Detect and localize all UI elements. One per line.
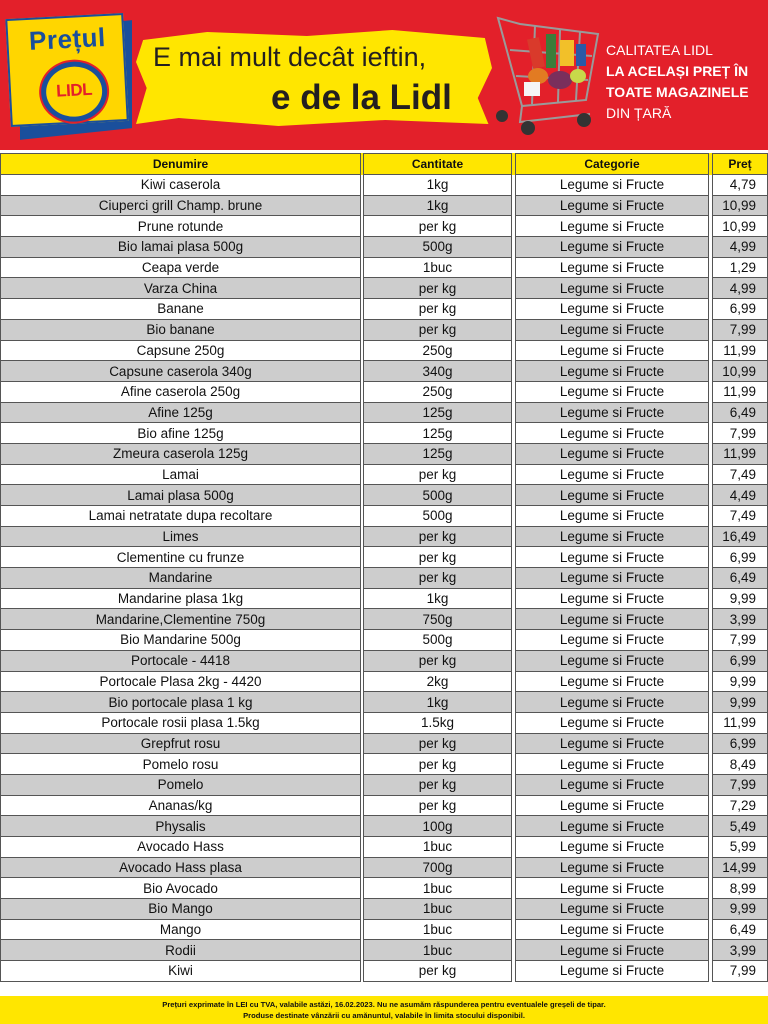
- table-row: [0, 444, 768, 465]
- price-cell: 3,99: [712, 940, 768, 961]
- category-cell: Legume si Fructe: [515, 258, 709, 279]
- table-row: [0, 320, 768, 341]
- product-name-cell: Avocado Hass: [0, 837, 361, 858]
- table-row: [0, 237, 768, 258]
- table-row: [0, 609, 768, 630]
- table-row: [0, 506, 768, 527]
- price-cell: 16,49: [712, 527, 768, 548]
- tagline: [606, 40, 764, 124]
- category-cell: Legume si Fructe: [515, 940, 709, 961]
- price-cell: 4,99: [712, 237, 768, 258]
- price-cell: 6,49: [712, 568, 768, 589]
- category-cell: Legume si Fructe: [515, 630, 709, 651]
- price-cell: 6,49: [712, 403, 768, 424]
- header-banner: [0, 0, 768, 150]
- table-row: [0, 382, 768, 403]
- category-cell: Legume si Fructe: [515, 651, 709, 672]
- quantity-cell: per kg: [363, 754, 512, 775]
- price-cell: 11,99: [712, 382, 768, 403]
- quantity-cell: 1kg: [363, 692, 512, 713]
- product-name-cell: Kiwi caserola: [0, 175, 361, 196]
- product-name-cell: Clementine cu frunze: [0, 547, 361, 568]
- table-row: [0, 175, 768, 196]
- quantity-cell: per kg: [363, 299, 512, 320]
- shopping-cart-icon: [480, 10, 610, 145]
- quantity-cell: per kg: [363, 961, 512, 982]
- quantity-cell: 1.5kg: [363, 713, 512, 734]
- table-row: [0, 672, 768, 693]
- product-name-cell: Ciuperci grill Champ. brune: [0, 196, 361, 217]
- price-cell: 10,99: [712, 196, 768, 217]
- product-name-cell: Physalis: [0, 816, 361, 837]
- price-cell: 10,99: [712, 361, 768, 382]
- table-row: [0, 568, 768, 589]
- category-cell: Legume si Fructe: [515, 465, 709, 486]
- quantity-cell: 500g: [363, 485, 512, 506]
- quantity-cell: 125g: [363, 403, 512, 424]
- price-cell: 4,79: [712, 175, 768, 196]
- category-cell: Legume si Fructe: [515, 278, 709, 299]
- table-row: [0, 341, 768, 362]
- product-name-cell: Mandarine plasa 1kg: [0, 589, 361, 610]
- quantity-cell: 500g: [363, 237, 512, 258]
- price-cell: 8,49: [712, 754, 768, 775]
- table-row: [0, 796, 768, 817]
- price-cell: 7,29: [712, 796, 768, 817]
- product-name-cell: Mandarine: [0, 568, 361, 589]
- category-cell: Legume si Fructe: [515, 961, 709, 982]
- table-row: [0, 899, 768, 920]
- category-cell: Legume si Fructe: [515, 713, 709, 734]
- price-cell: 4,99: [712, 278, 768, 299]
- quantity-cell: 125g: [363, 423, 512, 444]
- table-row: [0, 878, 768, 899]
- price-cell: 6,99: [712, 734, 768, 755]
- product-name-cell: Ceapa verde: [0, 258, 361, 279]
- table-row: [0, 940, 768, 961]
- footer-disclaimer: [0, 996, 768, 1024]
- quantity-cell: per kg: [363, 734, 512, 755]
- category-cell: Legume si Fructe: [515, 692, 709, 713]
- table-row: [0, 754, 768, 775]
- category-cell: Legume si Fructe: [515, 609, 709, 630]
- price-cell: 4,49: [712, 485, 768, 506]
- price-cell: 6,99: [712, 547, 768, 568]
- price-cell: 11,99: [712, 444, 768, 465]
- column-header-categorie: Categorie: [515, 153, 709, 175]
- category-cell: Legume si Fructe: [515, 320, 709, 341]
- product-name-cell: Afine caserola 250g: [0, 382, 361, 403]
- product-name-cell: Bio Mandarine 500g: [0, 630, 361, 651]
- pretul-lidl-logo: [8, 16, 133, 134]
- price-cell: 5,49: [712, 816, 768, 837]
- product-name-cell: Mango: [0, 920, 361, 941]
- tagline-line-4: DIN ȚARĂ: [606, 105, 672, 121]
- quantity-cell: 500g: [363, 506, 512, 527]
- product-name-cell: Bio Avocado: [0, 878, 361, 899]
- price-cell: 3,99: [712, 609, 768, 630]
- footer-line-2: Produse destinate vânzării cu amănuntul, valabile în limita stocului disponibil.: [243, 1011, 525, 1020]
- product-name-cell: Pomelo: [0, 775, 361, 796]
- table-row: [0, 361, 768, 382]
- price-cell: 8,99: [712, 878, 768, 899]
- quantity-cell: 750g: [363, 609, 512, 630]
- product-name-cell: Lamai netratate dupa recoltare: [0, 506, 361, 527]
- product-name-cell: Bio lamai plasa 500g: [0, 237, 361, 258]
- quantity-cell: 1buc: [363, 258, 512, 279]
- product-name-cell: Zmeura caserola 125g: [0, 444, 361, 465]
- price-cell: 7,49: [712, 465, 768, 486]
- table-row: [0, 692, 768, 713]
- category-cell: Legume si Fructe: [515, 403, 709, 424]
- category-cell: Legume si Fructe: [515, 796, 709, 817]
- slogan-line-2: e de la Lidl: [271, 78, 452, 117]
- product-name-cell: Varza China: [0, 278, 361, 299]
- quantity-cell: 1kg: [363, 196, 512, 217]
- category-cell: Legume si Fructe: [515, 175, 709, 196]
- quantity-cell: 1buc: [363, 837, 512, 858]
- quantity-cell: 1kg: [363, 589, 512, 610]
- column-header-pret: Preț: [712, 153, 768, 175]
- product-name-cell: Bio afine 125g: [0, 423, 361, 444]
- price-cell: 11,99: [712, 341, 768, 362]
- product-name-cell: Capsune caserola 340g: [0, 361, 361, 382]
- category-cell: Legume si Fructe: [515, 547, 709, 568]
- slogan-line-1: E mai mult decât ieftin,: [153, 42, 427, 72]
- category-cell: Legume si Fructe: [515, 878, 709, 899]
- quantity-cell: 500g: [363, 630, 512, 651]
- quantity-cell: per kg: [363, 527, 512, 548]
- category-cell: Legume si Fructe: [515, 485, 709, 506]
- quantity-cell: per kg: [363, 775, 512, 796]
- category-cell: Legume si Fructe: [515, 920, 709, 941]
- product-name-cell: Bio portocale plasa 1 kg: [0, 692, 361, 713]
- price-cell: 7,99: [712, 320, 768, 341]
- product-name-cell: Limes: [0, 527, 361, 548]
- category-cell: Legume si Fructe: [515, 899, 709, 920]
- category-cell: Legume si Fructe: [515, 858, 709, 879]
- table-row: [0, 837, 768, 858]
- quantity-cell: per kg: [363, 651, 512, 672]
- product-name-cell: Portocale Plasa 2kg - 4420: [0, 672, 361, 693]
- product-name-cell: Mandarine,Clementine 750g: [0, 609, 361, 630]
- table-row: [0, 258, 768, 279]
- price-cell: 9,99: [712, 672, 768, 693]
- category-cell: Legume si Fructe: [515, 506, 709, 527]
- quantity-cell: 1buc: [363, 878, 512, 899]
- category-cell: Legume si Fructe: [515, 341, 709, 362]
- quantity-cell: per kg: [363, 216, 512, 237]
- product-name-cell: Portocale - 4418: [0, 651, 361, 672]
- table-row: [0, 403, 768, 424]
- table-row: [0, 589, 768, 610]
- product-name-cell: Prune rotunde: [0, 216, 361, 237]
- table-row: [0, 713, 768, 734]
- table-row: [0, 216, 768, 237]
- price-cell: 7,49: [712, 506, 768, 527]
- quantity-cell: per kg: [363, 465, 512, 486]
- product-name-cell: Kiwi: [0, 961, 361, 982]
- table-row: [0, 278, 768, 299]
- category-cell: Legume si Fructe: [515, 361, 709, 382]
- category-cell: Legume si Fructe: [515, 734, 709, 755]
- product-name-cell: Lamai: [0, 465, 361, 486]
- product-name-cell: Avocado Hass plasa: [0, 858, 361, 879]
- price-cell: 5,99: [712, 837, 768, 858]
- tagline-line-2: LA ACELAȘI PREȚ ÎN: [606, 63, 749, 79]
- category-cell: Legume si Fructe: [515, 837, 709, 858]
- quantity-cell: per kg: [363, 568, 512, 589]
- price-cell: 7,99: [712, 423, 768, 444]
- table-row: [0, 630, 768, 651]
- category-cell: Legume si Fructe: [515, 754, 709, 775]
- quantity-cell: 1buc: [363, 920, 512, 941]
- product-name-cell: Grepfrut rosu: [0, 734, 361, 755]
- quantity-cell: per kg: [363, 320, 512, 341]
- tagline-line-1: CALITATEA LIDL: [606, 42, 713, 58]
- table-row: [0, 920, 768, 941]
- category-cell: Legume si Fructe: [515, 299, 709, 320]
- category-cell: Legume si Fructe: [515, 196, 709, 217]
- quantity-cell: 250g: [363, 382, 512, 403]
- quantity-cell: 125g: [363, 444, 512, 465]
- table-row: [0, 485, 768, 506]
- quantity-cell: 1kg: [363, 175, 512, 196]
- lidl-logo: [38, 58, 111, 126]
- category-cell: Legume si Fructe: [515, 568, 709, 589]
- table-row: [0, 651, 768, 672]
- table-body: [0, 175, 768, 982]
- column-header-cantitate: Cantitate: [363, 153, 512, 175]
- price-table: [0, 153, 768, 982]
- lidl-logo-text: LIDL: [55, 79, 93, 101]
- price-cell: 10,99: [712, 216, 768, 237]
- quantity-cell: per kg: [363, 278, 512, 299]
- category-cell: Legume si Fructe: [515, 816, 709, 837]
- product-name-cell: Afine 125g: [0, 403, 361, 424]
- quantity-cell: 2kg: [363, 672, 512, 693]
- product-name-cell: Bio Mango: [0, 899, 361, 920]
- footer-line-1: Prețuri exprimate în LEI cu TVA, valabile astăzi, 16.02.2023. Nu ne asumăm răspunderea pentru eventualele greșeli de tipar.: [162, 1000, 606, 1009]
- quantity-cell: 100g: [363, 816, 512, 837]
- table-row: [0, 423, 768, 444]
- table-row: [0, 734, 768, 755]
- category-cell: Legume si Fructe: [515, 216, 709, 237]
- price-cell: 7,99: [712, 630, 768, 651]
- product-name-cell: Capsune 250g: [0, 341, 361, 362]
- quantity-cell: 1buc: [363, 940, 512, 961]
- table-row: [0, 961, 768, 982]
- category-cell: Legume si Fructe: [515, 775, 709, 796]
- product-name-cell: Rodii: [0, 940, 361, 961]
- quantity-cell: per kg: [363, 547, 512, 568]
- table-row: [0, 527, 768, 548]
- table-row: [0, 196, 768, 217]
- quantity-cell: 250g: [363, 341, 512, 362]
- quantity-cell: 340g: [363, 361, 512, 382]
- quantity-cell: per kg: [363, 796, 512, 817]
- price-cell: 7,99: [712, 775, 768, 796]
- table-row: [0, 299, 768, 320]
- tagline-line-3: TOATE MAGAZINELE: [606, 84, 749, 100]
- price-cell: 11,99: [712, 713, 768, 734]
- category-cell: Legume si Fructe: [515, 672, 709, 693]
- price-cell: 9,99: [712, 589, 768, 610]
- product-name-cell: Pomelo rosu: [0, 754, 361, 775]
- price-cell: 1,29: [712, 258, 768, 279]
- column-header-denumire: Denumire: [0, 153, 361, 175]
- price-cell: 7,99: [712, 961, 768, 982]
- table-header: [0, 153, 768, 175]
- table-row: [0, 858, 768, 879]
- product-name-cell: Banane: [0, 299, 361, 320]
- category-cell: Legume si Fructe: [515, 423, 709, 444]
- category-cell: Legume si Fructe: [515, 237, 709, 258]
- logo-title: Prețul: [28, 21, 107, 56]
- product-name-cell: Portocale rosii plasa 1.5kg: [0, 713, 361, 734]
- price-cell: 9,99: [712, 899, 768, 920]
- table-row: [0, 547, 768, 568]
- price-cell: 14,99: [712, 858, 768, 879]
- price-cell: 9,99: [712, 692, 768, 713]
- price-cell: 6,99: [712, 651, 768, 672]
- table-row: [0, 775, 768, 796]
- category-cell: Legume si Fructe: [515, 589, 709, 610]
- quantity-cell: 1buc: [363, 899, 512, 920]
- price-cell: 6,99: [712, 299, 768, 320]
- product-name-cell: Lamai plasa 500g: [0, 485, 361, 506]
- category-cell: Legume si Fructe: [515, 527, 709, 548]
- table-row: [0, 816, 768, 837]
- product-name-cell: Ananas/kg: [0, 796, 361, 817]
- quantity-cell: 700g: [363, 858, 512, 879]
- product-name-cell: Bio banane: [0, 320, 361, 341]
- price-cell: 6,49: [712, 920, 768, 941]
- category-cell: Legume si Fructe: [515, 382, 709, 403]
- category-cell: Legume si Fructe: [515, 444, 709, 465]
- table-row: [0, 465, 768, 486]
